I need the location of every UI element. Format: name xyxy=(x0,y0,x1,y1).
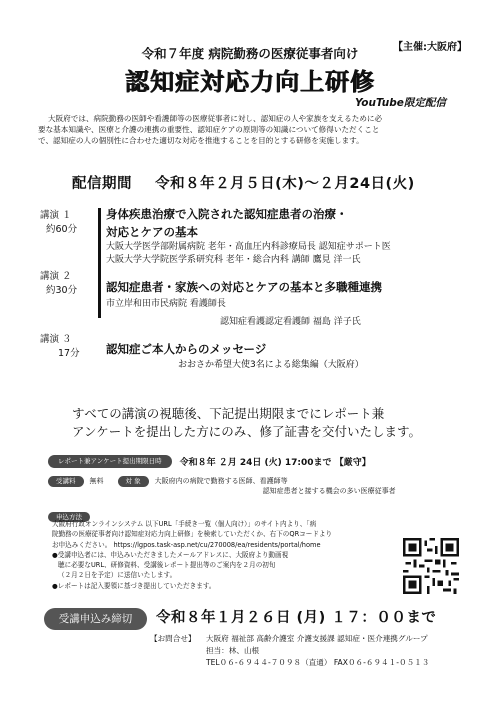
application-deadline-value: 令和８年１月２６日 (月) １７：００まで xyxy=(156,610,437,626)
target-text xyxy=(155,476,396,496)
lecture-number: 講演 ２ xyxy=(40,271,72,282)
application-line: （２月２日を予定）に送信いたします。 xyxy=(58,571,177,580)
lecture-title-line: 認知症患者・家族への対応とケアの基本と多職種連携 xyxy=(106,280,382,294)
delivery-period xyxy=(72,172,415,193)
lecture-title-line: 身体疾患治療で入院された認知症患者の治療・ xyxy=(106,207,348,221)
lecture-title-line: 対応とケアの基本 xyxy=(106,225,198,239)
contact-line: TEL０６-６９４４-７０９８（直通） FAX０６-６９４１-０５１３ xyxy=(206,658,430,667)
lecture-speaker-line: おおさか希望大使3名による総集編（大阪府） xyxy=(178,360,364,370)
lecture-speaker-line: 大阪大学医学部附属病院 老年・高血圧内科診療局長 認知症サポート医 xyxy=(106,242,391,252)
contact-line: 大阪府 福祉部 高齢介護室 介護支援課 認知症・医介連携グループ xyxy=(206,634,428,643)
contact-label: 【お問合せ】 xyxy=(150,634,196,643)
lecture-speaker-line: 認知症看護認定看護師 福島 洋子氏 xyxy=(220,316,361,327)
contact-details xyxy=(206,633,476,669)
application-line: 大阪府行政オンラインシステム 以下URL「手続き一覧（個人向け）」のサイト内より、「病 xyxy=(52,520,317,528)
lecture-duration: 約30分 xyxy=(46,285,78,296)
lecture-divider-bar xyxy=(98,208,101,318)
lecture-2-header xyxy=(40,270,77,298)
lecture-2-body xyxy=(106,278,471,328)
lecture-number: 講演 ３ xyxy=(40,334,72,345)
lecture-number: 講演 １ xyxy=(40,210,72,221)
intro-line: 大阪府では、病院勤務の医師や看護師等の医療従事者に対し、認知症の人や家族を支えるために必 xyxy=(48,114,383,123)
lecture-duration: 17分 xyxy=(58,348,80,359)
certificate-notice xyxy=(72,405,462,441)
intro-paragraph xyxy=(38,113,460,146)
lecture-3-header xyxy=(40,333,80,361)
application-line[interactable]: お申込みください。 https://lgpos.task-asp.net/cu/270008/ea/residents/portal/home xyxy=(52,540,321,549)
lecture-speaker-line: 市立岸和田市民病院 看護師長 xyxy=(106,299,226,309)
lecture-3-body xyxy=(106,340,471,372)
lecture-speaker-line: 大阪大学大学院医学系研究科 老年・総合内科 講師 鷹見 洋一氏 xyxy=(106,254,361,265)
sponsor-label: 【主催:大阪府】 xyxy=(393,42,467,53)
page-subtitle: 令和７年度 病院勤務の医療従事者向け xyxy=(141,46,359,61)
application-line: 聴に必要なURL、研修資料、受講後レポート提出等のご案内を２月の初旬 xyxy=(58,561,276,570)
qr-code-icon[interactable] xyxy=(403,538,459,594)
report-deadline-value: 令和８年 ２月 24日 (火) 17:00まで 【厳守】 xyxy=(179,458,371,468)
application-label: 申込方法 xyxy=(48,512,90,522)
lecture-duration: 約60分 xyxy=(46,224,78,235)
application-line: ●受講申込者には、申込みいただきましたメールアドレスに、大阪府より動画視 xyxy=(52,550,289,559)
period-label: 配信期間 xyxy=(72,176,132,192)
lecture-1-header xyxy=(40,209,77,237)
contact-line: 担当：林、山根 xyxy=(206,646,260,655)
youtube-badge: YouTube限定配信 xyxy=(355,97,446,109)
application-line: ●レポートは記入要領に基づき提出していただきます。 xyxy=(52,581,216,590)
report-deadline-row xyxy=(48,455,468,468)
intro-line: で、認知症の人の個別性に合わせた適切な対応を推進することを目的とする研修を実施します。 xyxy=(38,136,364,145)
fee-target-row xyxy=(48,476,468,496)
target-label: 対 象 xyxy=(118,476,149,487)
period-value: 令和８年２月５日(木)～２月24日(火) xyxy=(155,176,415,192)
target-line: 大阪府内の病院で勤務する医師、看護師等 xyxy=(154,477,288,485)
page-title: 認知症対応力向上研修 xyxy=(125,68,375,96)
fee-value: 無料 xyxy=(89,477,104,485)
target-line: 認知症患者と接する機会の多い医療従事者 xyxy=(262,487,396,495)
lecture-title-line: 認知症ご本人からのメッセージ xyxy=(106,342,267,356)
fee-label: 受講料 xyxy=(48,476,84,487)
notice-line: すべての講演の視聴後、下記提出期限までにレポート兼 xyxy=(72,406,385,421)
application-deadline-label: 受講申込み締切 xyxy=(44,608,147,630)
application-line: 院勤務の医療従事者向け認知症対応力向上研修」を検索していただくか、右下のQRコードより xyxy=(52,530,333,539)
lecture-1-body xyxy=(106,205,471,266)
report-deadline-label: レポート兼アンケート提出期限日時 xyxy=(48,455,172,468)
intro-line: 要な基本知識や、医療と介護の連携の重要性、認知症ケアの原則等の知識について修得いただくこと xyxy=(38,125,380,134)
application-text xyxy=(52,519,408,591)
notice-line: アンケートを提出した方にのみ、修了証書を交付いたします。 xyxy=(72,424,422,439)
